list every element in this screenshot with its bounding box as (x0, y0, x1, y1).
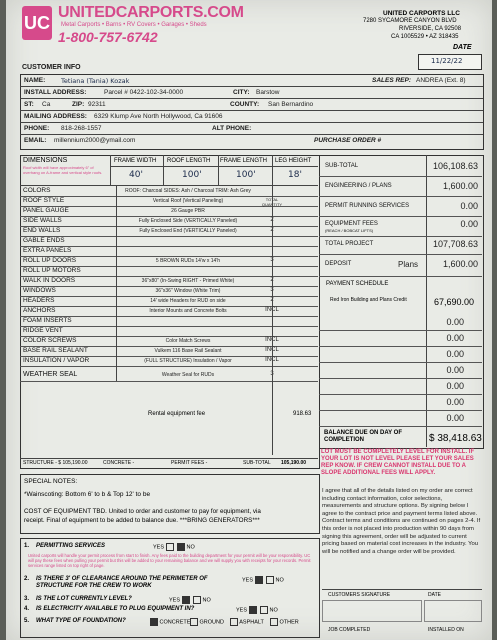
spec-row-label: SIDE WALLS (23, 217, 62, 224)
permit-fees: PERMIT FEES - (171, 460, 208, 466)
foundation-checkbox-icon (190, 618, 198, 626)
spec-row-desc: 26 Gauge PBR (171, 208, 205, 214)
payment-first-desc: Red Iron Building and Plans Credit (330, 297, 407, 303)
foundation-option[interactable] (230, 618, 264, 626)
totals-row-value: 1,600.00 (442, 259, 478, 269)
question-yes-checkbox[interactable] (242, 576, 263, 584)
question-no-checkbox[interactable] (260, 606, 278, 614)
yes-label: YES (153, 544, 165, 551)
foundation-option[interactable] (190, 618, 224, 626)
strip-subtotal-label: SUB-TOTAL (243, 460, 271, 466)
agreement-text: I agree that all of the details listed on my order are correct including contact information, color selections, measurements and structure options. By signing below I agree to the contract price and payment terms listed above. Contract terms and conditions are continued on pages 2-4. If this order is not placed into production within 90 days from signing this agreement, order will be adjusted to current pricing based on material cost increases in the industry. You will be notified and a change order will be provided. (322, 488, 481, 555)
frame-length-label: FRAME LENGTH (220, 158, 268, 164)
spec-row-label: COLOR SCREWS (23, 337, 77, 344)
spec-row-qty: 2 (270, 227, 274, 233)
totals-row (319, 256, 482, 277)
no-checkbox-icon (177, 543, 185, 551)
spec-row-qty: 3 (270, 257, 274, 263)
spec-row-label: INSULATION / VAPOR (23, 357, 90, 364)
company-tagline: Metal Carports • Barns • RV Covers • Garages • Sheds (61, 22, 207, 28)
no-checkbox-icon (193, 596, 201, 604)
totals-row-sublabel: (REACH / BOBCAT LIFTS) (325, 228, 374, 233)
county-label: COUNTY: (230, 101, 260, 108)
spec-row-desc: Vertical Roof (Vertical Paneling) (152, 198, 224, 204)
yes-checkbox-icon (166, 543, 174, 551)
spec-row-qty: INCL (265, 337, 279, 343)
spec-row-desc: 36"x80" (In-Swing RIGHT - Primed White) (141, 278, 235, 284)
rental-fee-desc: Rental equipment fee (148, 411, 206, 417)
zip-label: ZIP: (72, 101, 85, 108)
totals-row-label: PERMIT RUNNING SERVICES (325, 203, 410, 209)
name-label: NAME: (24, 77, 46, 84)
foundation-option-label: ASPHALT (239, 619, 264, 626)
payment-row-value: 0.00 (446, 365, 464, 375)
county-value: San Bernardino (268, 101, 314, 108)
phone-label: PHONE: (24, 125, 50, 132)
payment-row-value: 0.00 (446, 317, 464, 327)
contract-document (6, 0, 492, 640)
email-label: EMAIL: (24, 137, 47, 144)
foundation-option-label: OTHER (279, 619, 299, 626)
question-yes-checkbox[interactable] (169, 596, 190, 604)
question-no-checkbox[interactable] (177, 543, 195, 551)
structure-cost: STRUCTURE - $ 105,190.00 (23, 460, 88, 466)
totals-row-value: 0.00 (460, 201, 478, 211)
foundation-checkbox-icon (150, 618, 158, 626)
spec-row-qty: INCL (265, 357, 279, 363)
totals-row-value: 1,600.00 (442, 181, 478, 191)
weather-seal-qty: 3 (270, 371, 274, 377)
rental-fee-amount: 918.63 (293, 411, 312, 417)
name-value: Tetiana (Tania) Kozak (61, 77, 130, 85)
spec-row-label: ROLL UP DOORS (23, 257, 77, 264)
yes-checkbox-icon (255, 576, 263, 584)
balance-label: BALANCE DUE ON DAY OF COMPLETION (324, 430, 403, 443)
customer-signature-label: CUSTOMERS SIGNATURE (328, 592, 391, 598)
question-yes-checkbox[interactable] (236, 606, 257, 614)
customer-info-title: CUSTOMER INFO (22, 64, 81, 71)
spec-row-label: WINDOWS (23, 287, 56, 294)
concrete-cost: CONCRETE - (103, 460, 135, 466)
install-address-value: Parcel # 0422-102-34-0000 (104, 89, 184, 96)
state-label: ST: (24, 101, 34, 108)
totals-row-value: 106,108.63 (432, 161, 478, 171)
spec-row-qty: 2 (270, 277, 274, 283)
spec-row-label: BASE RAIL SEALANT (23, 347, 88, 354)
payment-row-value: 0.00 (446, 381, 464, 391)
sales-rep-label: SALES REP: (372, 77, 412, 84)
install-address-label: INSTALL ADDRESS: (24, 89, 87, 96)
question-note: United carports will handle your permit process from start to finish. Any fees paid to the building department for your permit will be your responsibility. UC will pay these fees when pulling your permit but this will be added to your remaining balance and we will supply you with receipts for your records. Permit services range listed on top right of page. (28, 553, 311, 568)
spec-row-label: GABLE ENDS (23, 237, 65, 244)
totals-row-label: ENGINEERING / PLANS (325, 183, 392, 189)
yes-checkbox-icon (249, 606, 257, 614)
spec-row-label: PANEL GAUGE (23, 207, 69, 214)
company-address-3: CA 1005529 • AZ 318435 (391, 34, 459, 40)
customer-signature-field[interactable] (322, 600, 422, 622)
spec-row-qty: INCL (265, 347, 279, 353)
payment-row-value: 0.00 (446, 397, 464, 407)
signature-date-label: DATE (428, 592, 441, 598)
job-completed-label: JOB COMPLETED (328, 627, 371, 633)
totals-row-label: SUB-TOTAL (325, 163, 359, 169)
foundation-checkbox-icon (230, 618, 238, 626)
foundation-option-label: GROUND (199, 619, 224, 626)
payment-first-value: 67,690.00 (434, 297, 475, 307)
spec-row-desc: Interior Mounts and Concrete Bolts (149, 308, 227, 314)
spec-row (20, 356, 318, 367)
spec-row-qty: INCL (265, 307, 279, 313)
no-checkbox-icon (260, 606, 268, 614)
city-label: CITY: (233, 89, 250, 96)
special-notes-line1: *Wainscoting: Bottom 6' to b & Top 12' to be (24, 491, 151, 498)
foundation-checkbox-icon (270, 618, 278, 626)
spec-row-desc: Vulkem 116 Base Rail Sealant (154, 348, 222, 354)
company-logo: UC (22, 6, 52, 40)
payment-row (319, 394, 482, 411)
zip-value: 92311 (88, 101, 106, 108)
spec-row-desc: Fully Enclosed End (VERTICALLY Paneled) (139, 228, 237, 234)
yes-label: YES (169, 597, 181, 604)
spec-row-desc: ROOF: Charcoal SIDES: Ash / Charcoal TRIM: Ash Grey (125, 188, 251, 194)
payment-row (319, 330, 482, 347)
foundation-option[interactable] (150, 618, 190, 626)
yes-checkbox-icon (182, 596, 190, 604)
spec-row-label: ROLL UP MOTORS (23, 267, 81, 274)
spec-row-label: COLORS (23, 187, 51, 194)
payment-row (319, 314, 482, 331)
question-number: 5. (24, 618, 30, 624)
leg-height-label: LEG HEIGHT (275, 158, 312, 164)
weather-seal-row (20, 369, 318, 382)
no-checkbox-icon (266, 576, 274, 584)
spec-row-label: WALK IN DOORS (23, 277, 76, 284)
spec-row-desc: 36"x36" Window (White Trim) (155, 288, 221, 294)
frame-width-value: 40' (129, 170, 143, 180)
date-value: 11/22/22 (431, 57, 463, 65)
question-text: WHAT TYPE OF FOUNDATION? (36, 618, 126, 624)
totals-row (319, 178, 482, 197)
spec-row-label: EXTRA PANELS (23, 247, 72, 254)
alt-phone-label: ALT PHONE: (212, 125, 252, 132)
payment-row-value: 0.00 (446, 349, 464, 359)
spec-row-label: FOAM INSERTS (23, 317, 72, 324)
company-address-2: RIVERSIDE, CA 92508 (399, 26, 462, 32)
question-no-checkbox[interactable] (266, 576, 284, 584)
spec-row-label: END WALLS (23, 227, 61, 234)
spec-row-qty: 2 (270, 217, 274, 223)
spec-row-label: RIDGE VENT (23, 327, 63, 334)
payment-schedule-label: PAYMENT SCHEDULE (326, 281, 389, 287)
mailing-address-label: MAILING ADDRESS: (24, 113, 87, 120)
payment-row (319, 410, 482, 427)
no-label: NO (202, 597, 211, 604)
totals-row-label: TOTAL PROJECT (325, 241, 374, 247)
legal-name: UNITED CARPORTS LLC (383, 10, 460, 17)
spec-row-label: ROOF STYLE (23, 197, 65, 204)
spec-row-label: ANCHORS (23, 307, 56, 314)
roof-length-label: ROOF LENGTH (167, 158, 211, 164)
purchase-order-label: PURCHASE ORDER # (314, 137, 382, 144)
roof-length-value: 100' (182, 170, 202, 180)
question-number: 4. (24, 606, 30, 612)
phone-value: 818-268-1557 (61, 125, 102, 132)
signature-date-field[interactable] (424, 600, 482, 622)
balance-value: $ 38,418.63 (429, 433, 482, 444)
payment-row (319, 346, 482, 363)
state-value: Ca (42, 101, 51, 108)
email-value: millennium2000@ymail.com (54, 137, 136, 144)
dimensions-note: Roof width will have approximately 6" of overhang on A-frame and vertical style roofs. (23, 165, 103, 175)
question-number: 2. (24, 576, 30, 582)
yes-label: YES (242, 577, 254, 584)
question-number: 3. (24, 596, 30, 602)
foundation-option-label: CONCRETE (159, 619, 191, 626)
totals-row-value: 107,708.63 (432, 239, 478, 249)
no-label: NO (186, 544, 195, 551)
question-text: IS ELECTRICITY AVAILABLE TO PLUG EQUIPMENT IN? (36, 606, 195, 612)
frame-length-value: 100' (236, 170, 256, 180)
spec-row-desc: 5 BROWN RUDs 14'w x 14'h (155, 258, 221, 264)
dimensions-label: DIMENSIONS (23, 157, 68, 164)
totals-row (319, 158, 482, 177)
totals-row-label: EQUIPMENT FEES (325, 221, 378, 227)
spec-row-qty: 2 (270, 297, 274, 303)
totals-row (319, 216, 482, 237)
spec-row-label: HEADERS (23, 297, 55, 304)
sales-rep-value: ANDREA (Ext. 8) (416, 77, 466, 84)
weather-seal-label: WEATHER SEAL (23, 371, 78, 378)
company-name: UNITEDCARPORTS.COM (58, 4, 244, 21)
totals-row-extra: Plans (398, 260, 419, 269)
foundation-option[interactable] (270, 618, 299, 626)
date-label: DATE (453, 44, 472, 51)
question-yes-checkbox[interactable] (153, 543, 174, 551)
question-text: IS THERE 3' OF CLEARANCE AROUND THE PERIMETER OF STRUCTURE FOR THE CREW TO WORK (36, 576, 208, 589)
spec-row-desc: Color Match Screws (165, 338, 211, 344)
payment-row-value: 0.00 (446, 413, 464, 423)
spec-row-desc: Fully Enclosed Side (VERTICALLY Paneled) (138, 218, 238, 224)
totals-row (319, 236, 482, 255)
yes-label: YES (236, 607, 248, 614)
special-notes-label: SPECIAL NOTES: (24, 478, 78, 485)
spec-row-desc: (FULL STRUCTURE) Insulation / Vapor (144, 358, 232, 364)
city-value: Barstow (256, 89, 280, 96)
frame-width-label: FRAME WIDTH (114, 158, 157, 164)
no-label: NO (269, 607, 278, 614)
special-notes-line3: receipt. Final of equipment to be added to balance due. ***BRING GENERATORS*** (24, 517, 260, 524)
totals-row (319, 198, 482, 217)
payment-row-value: 0.00 (446, 333, 464, 343)
payment-row (319, 378, 482, 395)
totals-row-label: DEPOSIT (325, 261, 352, 267)
payment-row (319, 362, 482, 379)
installed-on-label: INSTALLED ON (428, 627, 464, 633)
special-notes-line2: COST OF EQUIPMENT TBD. United to order and customer to pay for equipment, via (24, 508, 261, 515)
spec-row-qty: TOTAL QUANTITY (261, 197, 283, 207)
weather-seal-desc: Weather Seal for RUDs (161, 372, 215, 378)
spec-row-qty: 3 (270, 287, 274, 293)
leg-height-value: 18' (288, 170, 302, 180)
level-warning: LOT MUST BE COMPLETELY LEVEL FOR INSTALL. IF YOUR LOT IS NOT LEVEL PLEASE LET YOUR SALES REP KNOW. IF CREW CANNOT INSTALL DUE TO A SLOPE ADDITIONAL FEES WILL APPLY. (321, 449, 475, 476)
totals-row-value: 0.00 (460, 219, 478, 229)
question-text: PERMITTING SERVICES (36, 543, 106, 549)
company-phone: 1-800-757-6742 (58, 29, 158, 45)
question-number: 1. (24, 543, 30, 549)
question-no-checkbox[interactable] (193, 596, 211, 604)
mailing-address-value: 6329 Klump Ave North Hollywood, Ca 91606 (94, 113, 223, 120)
question-text: IS THE LOT CURRENTLY LEVEL? (36, 596, 132, 602)
strip-subtotal-value: 105,190.00 (281, 460, 307, 466)
no-label: NO (275, 577, 284, 584)
spec-row-desc: 14' wide Headers for RUD on side (150, 298, 226, 304)
company-address-1: 7280 SYCAMORE CANYON BLVD (363, 18, 457, 24)
